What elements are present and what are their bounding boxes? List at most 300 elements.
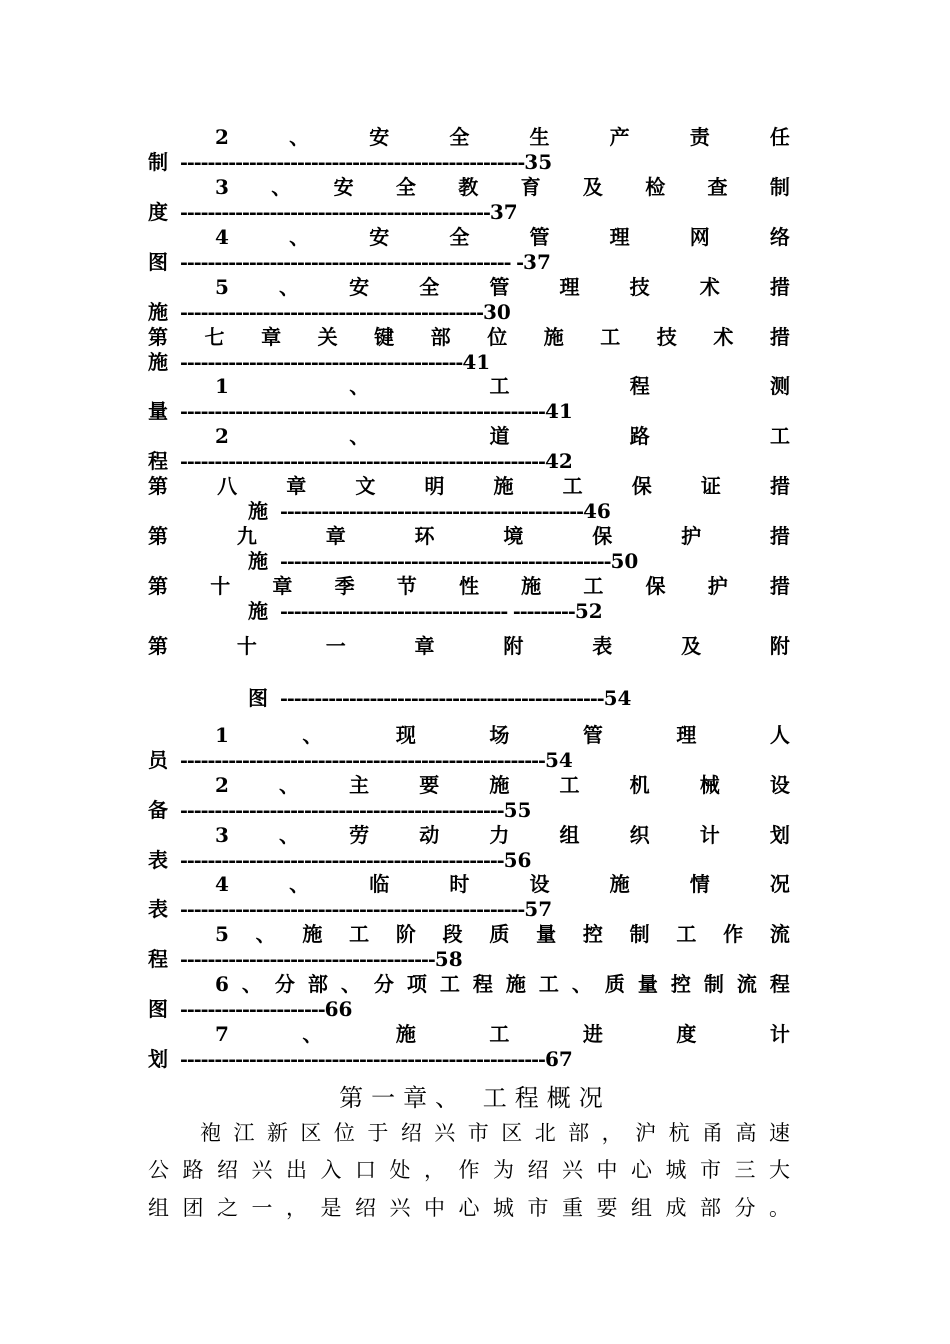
toc-char: 技 — [629, 275, 650, 299]
toc-page-number: 52 — [574, 599, 603, 623]
paragraph-char: 入 — [320, 1158, 342, 1182]
toc-char: 制 — [769, 175, 790, 199]
paragraph-char: 于 — [367, 1121, 389, 1145]
toc-char: 阶 — [395, 922, 416, 946]
toc-char: 工 — [600, 325, 621, 349]
toc-char: 产 — [609, 125, 630, 149]
toc-char: 性 — [458, 574, 479, 598]
paragraph-char: 兴 — [562, 1158, 583, 1182]
toc-char: 一 — [325, 634, 346, 658]
paragraph-char: ， — [424, 1158, 445, 1182]
toc-dots: --------------------------------------------- — [180, 202, 490, 224]
toc-char: 机 — [629, 773, 650, 797]
toc-page-number: 56 — [503, 848, 532, 872]
toc-char: 4 — [215, 872, 229, 896]
paragraph-line — [148, 1190, 790, 1226]
toc-char: 章 — [286, 474, 307, 498]
toc-page-number: 41 — [544, 399, 573, 423]
toc-char: 九 — [236, 524, 257, 548]
toc-char: 划 — [148, 1047, 168, 1071]
paragraph-char: 新 — [266, 1121, 288, 1145]
paragraph-char: 江 — [233, 1121, 255, 1145]
toc-char: 安 — [369, 225, 390, 249]
toc-char: 键 — [374, 325, 395, 349]
toc-char: 育 — [520, 175, 541, 199]
toc-char: 管 — [529, 225, 550, 249]
toc-dots: ------------------------------------------------ — [280, 551, 611, 573]
paragraph-char: 是 — [320, 1196, 342, 1220]
paragraph-char: 中 — [596, 1158, 618, 1182]
toc-entry-leader — [148, 398, 790, 424]
paragraph-char: 兴 — [389, 1196, 411, 1220]
toc-char: 责 — [689, 125, 710, 149]
toc-char: 、 — [302, 1022, 323, 1046]
toc-char: 措 — [769, 325, 790, 349]
toc-char: 表 — [592, 634, 613, 658]
toc-char: 工 — [583, 574, 604, 598]
toc-char: 力 — [489, 823, 510, 847]
paragraph-char: 甬 — [702, 1121, 724, 1145]
toc-char: 工 — [439, 972, 460, 996]
toc-char: 施 — [248, 499, 268, 523]
toc-entry-leader — [148, 1046, 790, 1072]
toc-char: 护 — [707, 574, 728, 598]
toc-char: 位 — [487, 325, 508, 349]
toc-char: 、 — [271, 175, 292, 199]
toc-char: 工 — [769, 424, 790, 448]
toc-char: 施 — [148, 300, 168, 324]
toc-entry-leader — [148, 847, 790, 873]
toc-entry-title — [215, 174, 790, 200]
toc-page-number: 66 — [324, 997, 353, 1021]
toc-char: 术 — [699, 275, 720, 299]
toc-entry-leader — [248, 598, 790, 624]
toc-page-number: 58 — [434, 947, 463, 971]
toc-char: 临 — [369, 872, 390, 896]
paragraph-char: 处 — [389, 1158, 411, 1182]
toc-char: 量 — [148, 399, 168, 423]
toc-entry-title — [215, 224, 790, 250]
toc-char: 环 — [414, 524, 435, 548]
toc-char: 七 — [204, 325, 225, 349]
toc-char: 5 — [215, 922, 229, 946]
toc-char: 施 — [248, 549, 268, 573]
toc-char: 八 — [217, 474, 238, 498]
toc-char: 施 — [302, 922, 323, 946]
toc-entry-leader — [248, 548, 790, 574]
paragraph-char: 之 — [217, 1196, 238, 1220]
toc-char: 施 — [489, 773, 510, 797]
toc-char: 计 — [769, 1022, 790, 1046]
toc-char: 主 — [349, 773, 370, 797]
toc-char: 护 — [681, 524, 702, 548]
paragraph-char: 作 — [458, 1158, 480, 1182]
paragraph-char: 为 — [493, 1158, 514, 1182]
toc-char: 备 — [148, 798, 168, 822]
toc-entry-title — [215, 1021, 790, 1047]
toc-char: 工 — [676, 922, 697, 946]
toc-page-number: 41 — [462, 350, 491, 374]
toc-char: 章 — [414, 634, 435, 658]
toc-char: 7 — [215, 1022, 229, 1046]
toc-entry-leader — [148, 448, 790, 474]
toc-dots: ------------------------------------- — [180, 949, 435, 971]
toc-char: 2 — [215, 773, 229, 797]
paragraph-char: 公 — [148, 1158, 169, 1182]
toc-char: 4 — [215, 225, 229, 249]
toc-char: 施 — [505, 972, 526, 996]
toc-page-number: 37 — [523, 250, 551, 274]
toc-char: 情 — [689, 872, 710, 896]
toc-char: 及 — [582, 175, 603, 199]
paragraph-char: 组 — [631, 1196, 652, 1220]
toc-char: 、 — [289, 225, 310, 249]
paragraph-char: 路 — [182, 1158, 204, 1182]
toc-char: 施 — [521, 574, 542, 598]
toc-char: 证 — [700, 474, 721, 498]
toc-char: 工 — [349, 922, 370, 946]
toc-char: 动 — [419, 823, 440, 847]
toc-char: 度 — [148, 200, 168, 224]
paragraph-char: 。 — [769, 1196, 790, 1220]
toc-char: 工 — [562, 474, 583, 498]
paragraph-char: ， — [286, 1196, 307, 1220]
toc-char: 措 — [769, 275, 790, 299]
toc-char: 计 — [699, 823, 720, 847]
toc-char: 、 — [255, 922, 276, 946]
toc-entry-leader — [148, 349, 790, 375]
paragraph-char: 绍 — [217, 1158, 238, 1182]
toc-page-number: 67 — [544, 1047, 573, 1071]
toc-char: 现 — [395, 723, 416, 747]
toc-char: 工 — [538, 972, 559, 996]
paragraph-char: 出 — [286, 1158, 307, 1182]
toc-page-number: 54 — [603, 686, 632, 710]
toc-char: 织 — [629, 823, 650, 847]
toc-char: 路 — [629, 424, 650, 448]
toc-entry-title — [148, 523, 790, 549]
toc-char: 、 — [279, 773, 300, 797]
chapter-title: 第一章、 工程概况 — [339, 1084, 611, 1112]
paragraph-char: 市 — [467, 1121, 489, 1145]
toc-char: 、 — [289, 872, 310, 896]
toc-char: 施 — [609, 872, 630, 896]
toc-char: 6 — [215, 972, 229, 996]
toc-char: 量 — [637, 972, 658, 996]
toc-char: 设 — [529, 872, 550, 896]
toc-char: 组 — [559, 823, 580, 847]
paragraph-char: 速 — [768, 1121, 790, 1145]
toc-dots: -------------------------------------------------- — [180, 899, 525, 921]
paragraph-char: 绍 — [527, 1158, 549, 1182]
toc-page-number: 35 — [524, 150, 553, 174]
toc-char: 段 — [442, 922, 463, 946]
toc-char: 分 — [373, 972, 394, 996]
toc-char: 安 — [349, 275, 370, 299]
toc-entry-title — [215, 722, 790, 748]
toc-char: 管 — [582, 723, 603, 747]
toc-char: 十 — [236, 634, 257, 658]
paragraph-char: 分 — [734, 1196, 756, 1220]
toc-char: 章 — [325, 524, 346, 548]
toc-entry-title — [215, 971, 790, 997]
paragraph-char: 兴 — [434, 1121, 456, 1145]
toc-char: 明 — [424, 474, 445, 498]
toc-char: 制 — [629, 922, 650, 946]
paragraph-char: 袍 — [200, 1121, 221, 1145]
paragraph-char: 城 — [665, 1158, 687, 1182]
toc-entry-title — [215, 871, 790, 897]
toc-char: 附 — [769, 634, 790, 658]
toc-char: 第 — [148, 474, 168, 498]
toc-char: 1 — [215, 374, 229, 398]
toc-char: 施 — [543, 325, 564, 349]
toc-char: 关 — [317, 325, 338, 349]
toc-char: 程 — [472, 972, 493, 996]
toc-char: 2 — [215, 424, 229, 448]
toc-char: 控 — [670, 972, 691, 996]
toc-char: 场 — [489, 723, 510, 747]
toc-page-number: 42 — [544, 449, 573, 473]
paragraph-char: 组 — [148, 1196, 169, 1220]
toc-char: 质 — [604, 972, 625, 996]
toc-char: 工 — [489, 374, 510, 398]
paragraph-char: 绍 — [355, 1196, 376, 1220]
toc-dots: ----------------------------------------------------- — [180, 750, 545, 772]
toc-char: 教 — [458, 175, 479, 199]
toc-entry-leader — [148, 797, 790, 823]
paragraph-char: 中 — [424, 1196, 445, 1220]
toc-page-number: 57 — [524, 897, 553, 921]
toc-char: 、 — [571, 972, 592, 996]
toc-entry-leader — [248, 498, 790, 524]
toc-char: 保 — [631, 474, 652, 498]
toc-entry-title — [215, 274, 790, 300]
toc-char: 进 — [582, 1022, 603, 1046]
toc-page-number: 50 — [610, 549, 639, 573]
toc-entry-leader — [148, 747, 790, 773]
toc-char: 况 — [769, 872, 790, 896]
toc-char: 施 — [493, 474, 514, 498]
toc-char: 要 — [419, 773, 440, 797]
toc-page-number: 55 — [503, 798, 532, 822]
toc-dots: ----------------------------------------------------- — [180, 1049, 545, 1071]
toc-entry-leader — [148, 946, 790, 972]
paragraph-char: 心 — [458, 1196, 480, 1220]
toc-entry-leader — [148, 996, 790, 1022]
toc-char: 制 — [703, 972, 724, 996]
toc-char: 附 — [503, 634, 524, 658]
toc-char: 第 — [148, 524, 168, 548]
toc-char: 章 — [272, 574, 293, 598]
toc-char: 控 — [582, 922, 603, 946]
toc-page-number: 37 — [489, 200, 518, 224]
toc-char: 节 — [396, 574, 417, 598]
paragraph-char: 团 — [182, 1196, 204, 1220]
paragraph-char: 心 — [631, 1158, 652, 1182]
toc-entry-leader — [148, 149, 790, 175]
toc-char: 流 — [736, 972, 757, 996]
paragraph-char: 区 — [300, 1121, 322, 1145]
toc-char: 程 — [629, 374, 650, 398]
paragraph-char: 区 — [501, 1121, 523, 1145]
toc-char: 管 — [489, 275, 510, 299]
toc-char: 程 — [148, 947, 168, 971]
paragraph-char: 重 — [562, 1196, 583, 1220]
toc-char: 第 — [148, 574, 168, 598]
toc-char: 、 — [289, 125, 310, 149]
toc-char: 、 — [279, 275, 300, 299]
paragraph-line — [200, 1115, 790, 1151]
toc-dots: -------------------------------------------------- — [180, 152, 525, 174]
toc-char: 1 — [215, 723, 229, 747]
toc-char: 分 — [274, 972, 295, 996]
toc-char: 流 — [769, 922, 790, 946]
toc-char: 、 — [340, 972, 361, 996]
toc-char: 部 — [307, 972, 328, 996]
toc-dots: ------------------------------------------------ - — [180, 252, 524, 274]
paragraph-char: 位 — [333, 1121, 355, 1145]
toc-page-number: 30 — [482, 300, 511, 324]
toc-char: 全 — [449, 225, 470, 249]
toc-char: 2 — [215, 125, 229, 149]
toc-char: 任 — [769, 125, 790, 149]
toc-dots: ----------------------------------------------------- — [180, 401, 545, 423]
paragraph-char: 大 — [769, 1158, 790, 1182]
toc-dots: ----------------------------------------------- — [280, 688, 604, 710]
toc-char: 术 — [713, 325, 734, 349]
toc-char: 施 — [248, 599, 268, 623]
toc-char: 施 — [395, 1022, 416, 1046]
toc-char: 测 — [769, 374, 790, 398]
paragraph-char: 口 — [355, 1158, 376, 1182]
toc-char: 检 — [645, 175, 666, 199]
toc-char: 程 — [148, 449, 168, 473]
paragraph-char: 三 — [734, 1158, 756, 1182]
toc-char: 全 — [395, 175, 416, 199]
toc-char: 图 — [248, 686, 268, 710]
toc-char: 理 — [609, 225, 630, 249]
toc-char: 章 — [261, 325, 282, 349]
toc-entry-title — [215, 373, 790, 399]
toc-char: 生 — [529, 125, 550, 149]
toc-char: 划 — [769, 823, 790, 847]
toc-char: 3 — [215, 175, 229, 199]
toc-dots: ----------------------------------------------- — [180, 800, 504, 822]
toc-char: 图 — [148, 997, 168, 1021]
toc-char: 技 — [656, 325, 677, 349]
toc-char: 措 — [769, 524, 790, 548]
toc-char: 表 — [148, 848, 168, 872]
toc-char: 度 — [676, 1022, 697, 1046]
toc-entry-title — [148, 573, 790, 599]
toc-char: 查 — [707, 175, 728, 199]
toc-char: 工 — [559, 773, 580, 797]
toc-char: 量 — [536, 922, 557, 946]
toc-char: 安 — [333, 175, 354, 199]
paragraph-char: 市 — [700, 1158, 721, 1182]
paragraph-char: 兴 — [251, 1158, 273, 1182]
toc-char: 络 — [769, 225, 790, 249]
toc-char: 及 — [681, 634, 702, 658]
toc-char: 表 — [148, 897, 168, 921]
toc-dots: --------------------------------- --------- — [280, 601, 575, 623]
toc-char: 、 — [241, 972, 262, 996]
toc-entry-leader — [148, 896, 790, 922]
toc-dots: ----------------------------------------------- — [180, 850, 504, 872]
toc-entry-leader — [248, 685, 790, 711]
toc-entry-title — [215, 921, 790, 947]
toc-char: 、 — [349, 424, 370, 448]
toc-entry-leader — [148, 199, 790, 225]
toc-char: 道 — [489, 424, 510, 448]
paragraph-char: 绍 — [400, 1121, 422, 1145]
paragraph-char: 城 — [493, 1196, 514, 1220]
toc-entry-title — [148, 324, 790, 350]
toc-char: 时 — [449, 872, 470, 896]
toc-char: 安 — [369, 125, 390, 149]
paragraph-char: 市 — [527, 1196, 549, 1220]
toc-dots: -------------------------------------------- — [180, 302, 483, 324]
toc-char: 文 — [355, 474, 376, 498]
toc-char: 十 — [210, 574, 231, 598]
paragraph-char: 要 — [596, 1196, 618, 1220]
toc-entry-title — [148, 473, 790, 499]
paragraph-char: 部 — [568, 1121, 590, 1145]
toc-dots: --------------------- — [180, 999, 325, 1021]
toc-char: 项 — [406, 972, 427, 996]
toc-entry-leader — [148, 249, 790, 275]
toc-char: 劳 — [349, 823, 370, 847]
paragraph-char: 北 — [534, 1121, 556, 1145]
toc-char: 保 — [645, 574, 666, 598]
toc-char: 员 — [148, 748, 168, 772]
toc-char: 图 — [148, 250, 168, 274]
toc-char: 5 — [215, 275, 229, 299]
toc-dots: -------------------------------------------- — [280, 501, 583, 523]
toc-char: 理 — [676, 723, 697, 747]
toc-char: 、 — [279, 823, 300, 847]
toc-char: 设 — [769, 773, 790, 797]
toc-char: 季 — [334, 574, 355, 598]
toc-entry-title — [215, 822, 790, 848]
toc-char: 、 — [349, 374, 370, 398]
toc-char: 措 — [769, 474, 790, 498]
toc-char: 质 — [489, 922, 510, 946]
toc-entry-title — [148, 633, 790, 659]
toc-entry-leader — [148, 299, 790, 325]
toc-char: 保 — [592, 524, 613, 548]
paragraph-char: 成 — [665, 1196, 687, 1220]
toc-char: 网 — [689, 225, 710, 249]
toc-char: 程 — [769, 972, 790, 996]
paragraph-line — [148, 1152, 790, 1188]
toc-char: 境 — [503, 524, 524, 548]
toc-char: 制 — [148, 150, 168, 174]
toc-char: 、 — [302, 723, 323, 747]
toc-char: 第 — [148, 634, 168, 658]
paragraph-char: 高 — [735, 1121, 757, 1145]
paragraph-char: ， — [601, 1121, 623, 1145]
toc-char: 械 — [699, 773, 720, 797]
paragraph-char: 杭 — [668, 1121, 690, 1145]
toc-char: 作 — [723, 922, 744, 946]
toc-char: 3 — [215, 823, 229, 847]
toc-char: 部 — [430, 325, 451, 349]
toc-char: 全 — [449, 125, 470, 149]
toc-char: 措 — [769, 574, 790, 598]
toc-entry-title — [215, 772, 790, 798]
